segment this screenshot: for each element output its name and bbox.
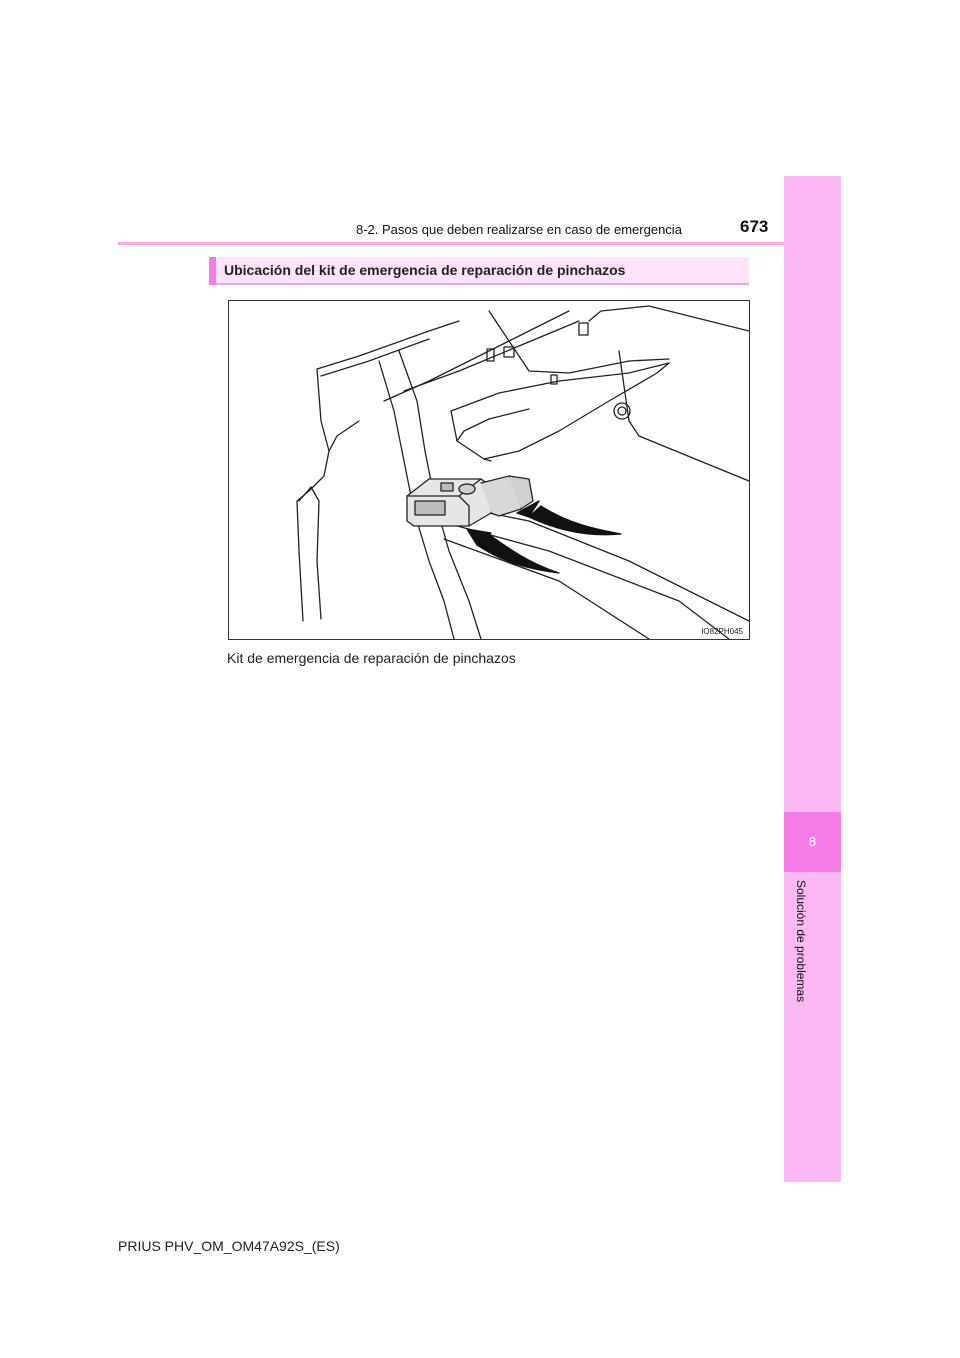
section-title: 8-2. Pasos que deben realizarse en caso de emergencia <box>356 222 682 237</box>
document-id: PRIUS PHV_OM_OM47A92S_(ES) <box>118 1238 340 1254</box>
chapter-side-tab <box>784 176 841 1182</box>
trunk-repair-kit-illustration <box>229 301 749 639</box>
illustration-figure <box>228 300 750 640</box>
subsection-accent <box>209 257 216 285</box>
chapter-title: Solución de problemas <box>794 880 808 1003</box>
figure-caption: Kit de emergencia de reparación de pinchazos <box>227 650 516 666</box>
arrow-lower-icon <box>467 529 559 573</box>
subsection-title: Ubicación del kit de emergencia de reparación de pinchazos <box>224 262 626 278</box>
header-rule <box>118 242 840 245</box>
arrow-right-icon <box>517 501 621 535</box>
figure-code: IO82PH045 <box>701 627 743 636</box>
chapter-number: 8 <box>808 834 817 849</box>
page-number: 673 <box>740 217 769 236</box>
